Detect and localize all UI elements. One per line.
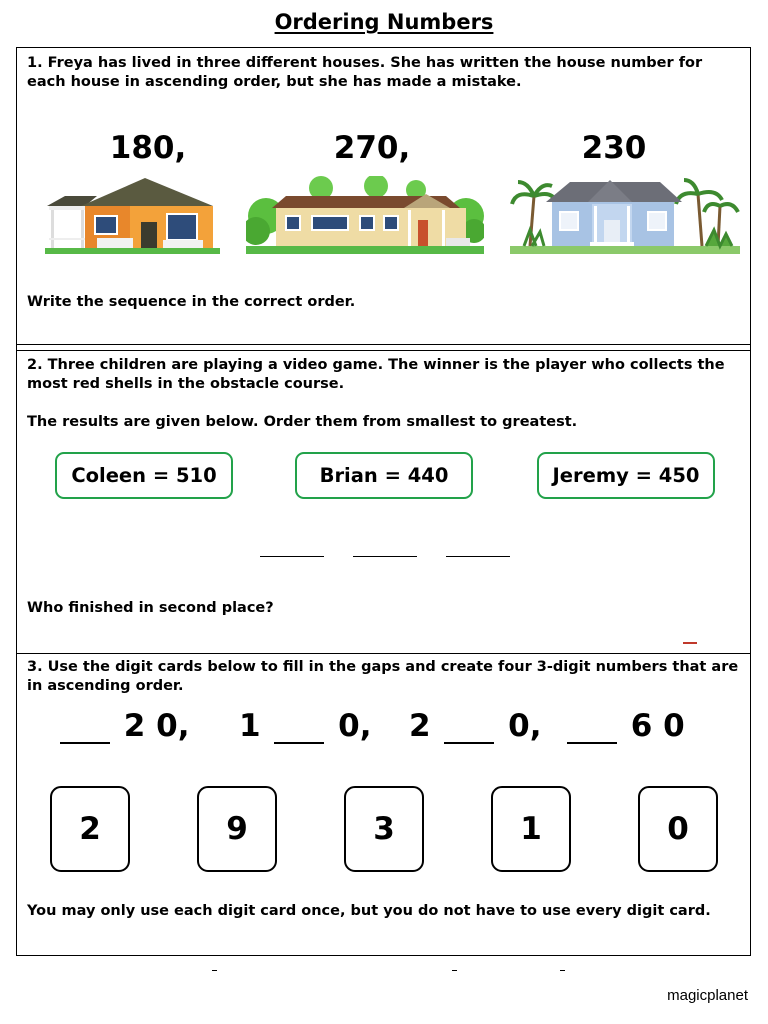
stray-mark: [683, 642, 697, 644]
question-2-question: Who finished in second place?: [27, 600, 274, 616]
number-gap-2: 1 0,: [239, 708, 372, 744]
digit-gap[interactable]: [444, 716, 494, 744]
number-gap-3: 2 0,: [409, 708, 542, 744]
dash-mark: [212, 970, 217, 971]
question-1-prompt: Write the sequence in the correct order.: [27, 294, 356, 310]
number-gap-4: 6 0: [564, 708, 685, 744]
bottom-rule: [16, 955, 710, 956]
score-card-brian: Brian = 440: [295, 452, 473, 499]
answer-blank-2[interactable]: [353, 556, 417, 557]
blue-house-image: [510, 176, 740, 256]
question-3-section: [16, 653, 751, 956]
beige-house-image: [246, 176, 484, 256]
digit-gap[interactable]: [274, 716, 324, 744]
digit-card-1[interactable]: 1: [491, 786, 571, 872]
answer-blank-3[interactable]: [446, 556, 510, 557]
digit-gap[interactable]: [60, 716, 110, 744]
worksheet-title: Ordering Numbers: [274, 10, 494, 34]
score-card-jeremy: Jeremy = 450: [537, 452, 715, 499]
question-1-text: 1. Freya has lived in three different houses. She has written the house number for each house in ascending order, but she has made a mistake.: [27, 55, 703, 90]
digit-card-0[interactable]: 0: [638, 786, 718, 872]
question-3-text: 3. Use the digit cards below to fill in the gaps and create four 3-digit numbers that are in ascending order.: [27, 659, 739, 694]
answer-blank-1[interactable]: [260, 556, 324, 557]
question-2-instruction: The results are given below. Order them from smallest to greatest.: [27, 414, 578, 430]
question-2-text: 2. Three children are playing a video game. The winner is the player who collects the most red shells in the obstacle course.: [27, 357, 725, 392]
number-gap-1: 2 0,: [57, 708, 190, 744]
score-card-coleen: Coleen = 510: [55, 452, 233, 499]
digit-card-3[interactable]: 3: [344, 786, 424, 872]
house-number-3: 230: [581, 130, 647, 166]
digit-gap[interactable]: [567, 716, 617, 744]
question-2-section: [16, 350, 751, 654]
dash-mark: [560, 970, 565, 971]
credit-text: magicplanet: [667, 987, 748, 1004]
answer-line: [17, 344, 751, 345]
house-number-1: 180,: [109, 130, 187, 166]
question-1-section: [16, 47, 751, 351]
orange-house-image: [45, 176, 220, 256]
digit-card-9[interactable]: 9: [197, 786, 277, 872]
dash-mark: [452, 970, 457, 971]
house-number-2: 270,: [333, 130, 411, 166]
question-3-note: You may only use each digit card once, but you do not have to use every digit card.: [27, 903, 711, 919]
digit-card-2[interactable]: 2: [50, 786, 130, 872]
